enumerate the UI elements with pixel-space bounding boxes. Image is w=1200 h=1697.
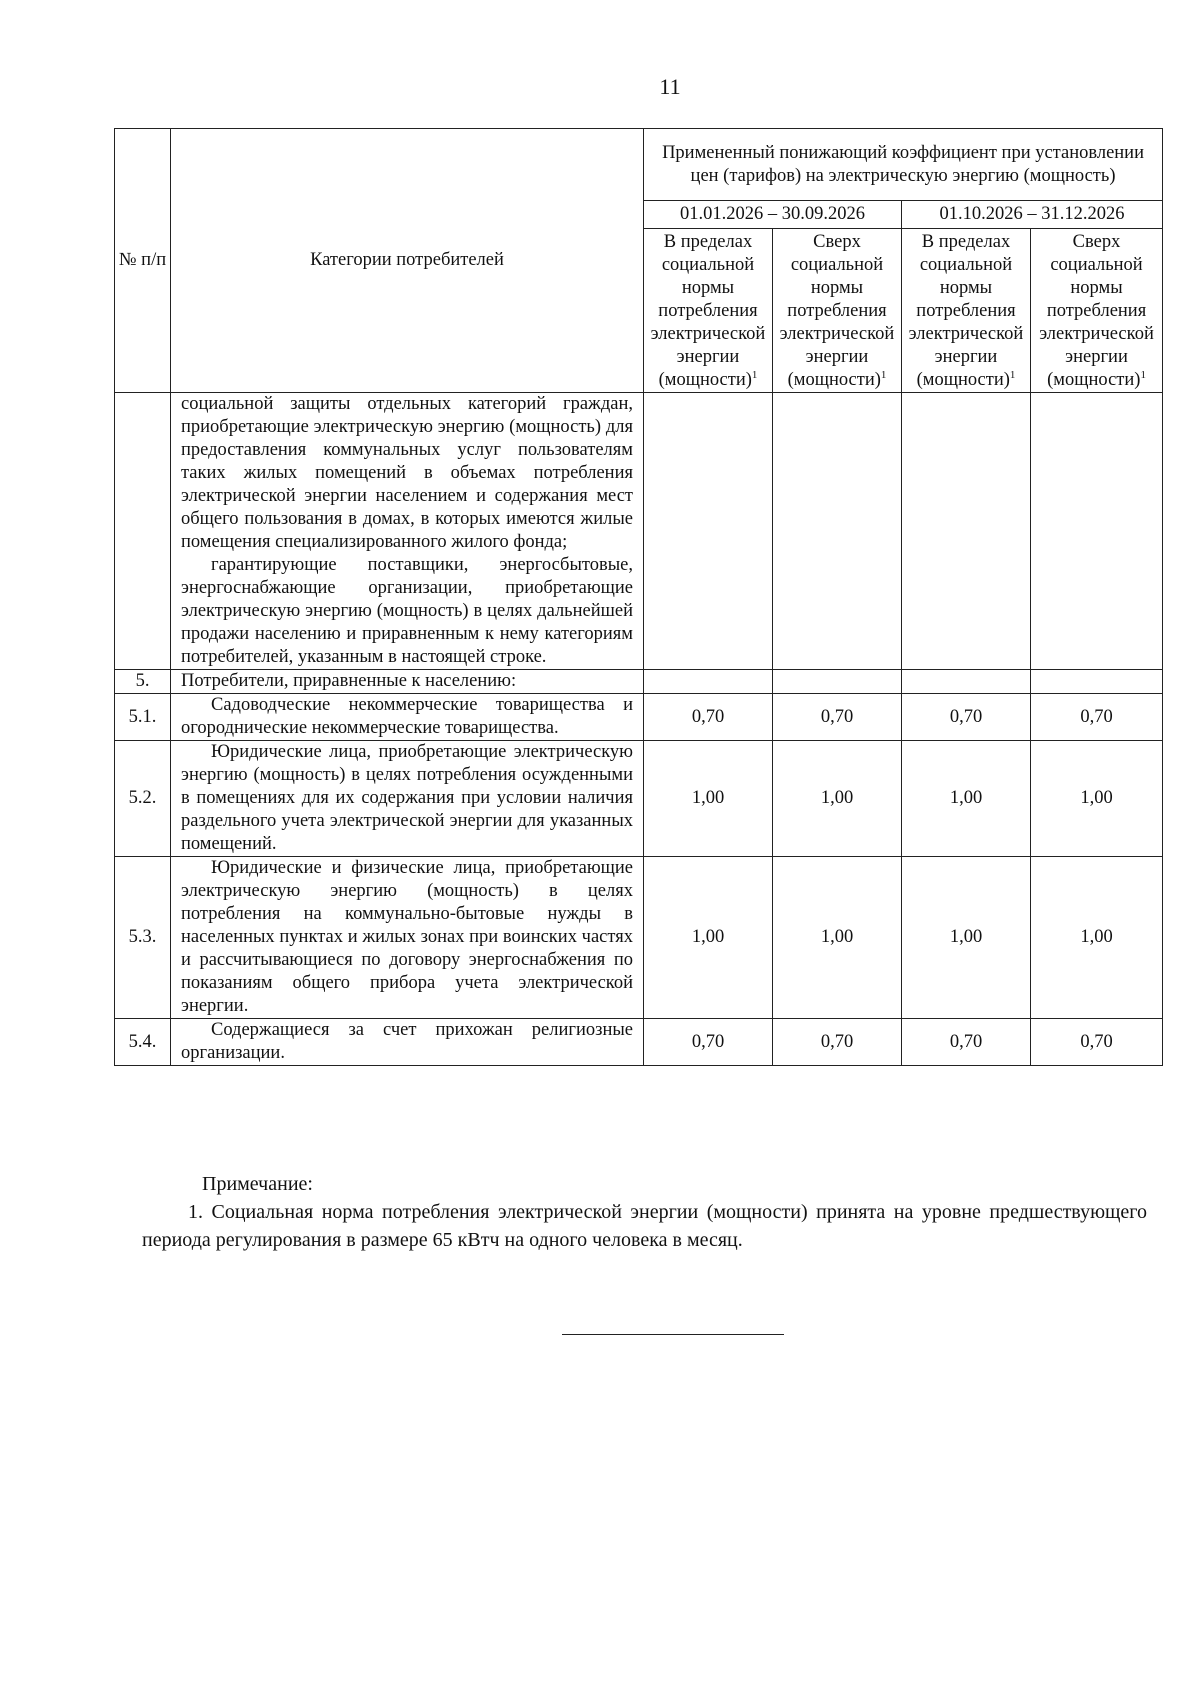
- continuation-para-1: социальной защиты отдельных категорий граждан, приобретающие электрическую энергию (мощность) для предоставления коммунальных услуг пользователям таких жилых помещений в объемах потребления электрической энергии населением и содержания мест общего пользования в домах, в которых имеются жилые помещения специализированного жилого фонда;: [181, 394, 633, 552]
- row-num: [115, 393, 171, 670]
- row-value: 0,70: [644, 694, 773, 741]
- row-num: 5.2.: [115, 741, 171, 857]
- row-value: 1,00: [1031, 857, 1163, 1019]
- header-num: № п/п: [115, 129, 171, 393]
- row-value: [1031, 670, 1163, 694]
- row-value: [902, 393, 1031, 670]
- row-value: 0,70: [902, 694, 1031, 741]
- header-within-norm-1: [644, 229, 773, 393]
- row-category: [171, 393, 644, 670]
- row-num: 5.4.: [115, 1019, 171, 1066]
- row-category: Потребители, приравненные к населению:: [171, 670, 644, 694]
- header-above-norm-1-text: Сверх социальной нормы потребления электрической энергии (мощности): [779, 232, 895, 390]
- header-within-norm-2: [902, 229, 1031, 393]
- header-period-1: 01.01.2026 – 30.09.2026: [644, 201, 902, 229]
- row-category-text: Юридические и физические лица, приобретающие электрическую энергию (мощность) в целях потребления на коммунально-бытовые нужды в населенных пунктах и жилых зонах при воинских частях и рассчитывающиеся по договору энергоснабжения по показаниям общего прибора учета электрической энергии.: [181, 858, 633, 1016]
- footnote-mark: 1: [1140, 368, 1146, 381]
- header-within-norm-2-text: В пределах социальной нормы потребления электрической энергии (мощности): [908, 232, 1024, 390]
- row-value: 0,70: [773, 1019, 902, 1066]
- header-category: Категории потребителей: [171, 129, 644, 393]
- row-num: 5.: [115, 670, 171, 694]
- row-num: 5.1.: [115, 694, 171, 741]
- row-value: 0,70: [1031, 694, 1163, 741]
- consumer-coefficient-table: [114, 128, 1163, 1066]
- footnote-mark: 1: [880, 368, 887, 381]
- table-row: [115, 694, 1163, 741]
- page-number: 11: [659, 74, 681, 99]
- note-text: 1. Социальная норма потребления электрической энергии (мощности) принята на уровне предшествующего периода регулирования в размере 65 кВтч на одного человека в месяц.: [142, 1201, 1147, 1251]
- row-category-text: Содержащиеся за счет прихожан религиозные организации.: [181, 1020, 633, 1063]
- row-value: [644, 393, 773, 670]
- table-row: [115, 670, 1163, 694]
- row-category-text: Юридические лица, приобретающие электрическую энергию (мощность) в целях потребления осужденными в помещениях для их содержания при условии наличия раздельного учета электрической энергии для указанных помещений.: [181, 742, 633, 854]
- row-category: [171, 857, 644, 1019]
- continuation-para-2: гарантирующие поставщики, энергосбытовые, энергоснабжающие организации, приобретающие электрическую энергию (мощность) в целях дальнейшей продажи населению и приравненным к нему категориям потребителей, указанным в настоящей строке.: [181, 555, 633, 667]
- row-value: 0,70: [773, 694, 902, 741]
- row-value: 1,00: [902, 857, 1031, 1019]
- row-value: 1,00: [773, 857, 902, 1019]
- table-row-continuation: [115, 393, 1163, 670]
- table-row: [115, 1019, 1163, 1066]
- header-within-norm-1-text: В пределах социальной нормы потребления электрической энергии (мощности): [650, 232, 766, 390]
- footnote-mark: 1: [751, 368, 758, 381]
- row-category-text: Садоводческие некоммерческие товарищества и огороднические некоммерческие товарищества.: [181, 695, 633, 738]
- header-period-2: 01.10.2026 – 31.12.2026: [902, 201, 1163, 229]
- note-title: Примечание:: [202, 1173, 313, 1195]
- row-value: 1,00: [1031, 741, 1163, 857]
- row-value: [644, 670, 773, 694]
- row-value: 1,00: [644, 741, 773, 857]
- row-value: [773, 670, 902, 694]
- row-category: [171, 694, 644, 741]
- row-value: [773, 393, 902, 670]
- header-above-norm-2: [1031, 229, 1163, 393]
- header-above-norm-2-text: Сверх социальной нормы потребления электрической энергии (мощности): [1039, 232, 1154, 390]
- end-divider: [562, 1334, 784, 1335]
- row-num: 5.3.: [115, 857, 171, 1019]
- row-value: [1031, 393, 1163, 670]
- footnote-mark: 1: [1009, 368, 1016, 381]
- row-value: 1,00: [644, 857, 773, 1019]
- row-value: 0,70: [644, 1019, 773, 1066]
- row-value: 0,70: [902, 1019, 1031, 1066]
- table-row: [115, 857, 1163, 1019]
- row-category: [171, 741, 644, 857]
- table-row: [115, 741, 1163, 857]
- row-value: 1,00: [773, 741, 902, 857]
- note-block: [142, 1170, 1147, 1254]
- row-value: 1,00: [902, 741, 1031, 857]
- row-value: 0,70: [1031, 1019, 1163, 1066]
- header-above-norm-1: [773, 229, 902, 393]
- row-value: [902, 670, 1031, 694]
- row-category: [171, 1019, 644, 1066]
- header-coefficient-title: Примененный понижающий коэффициент при установлении цен (тарифов) на электрическую энергию (мощность): [644, 129, 1163, 201]
